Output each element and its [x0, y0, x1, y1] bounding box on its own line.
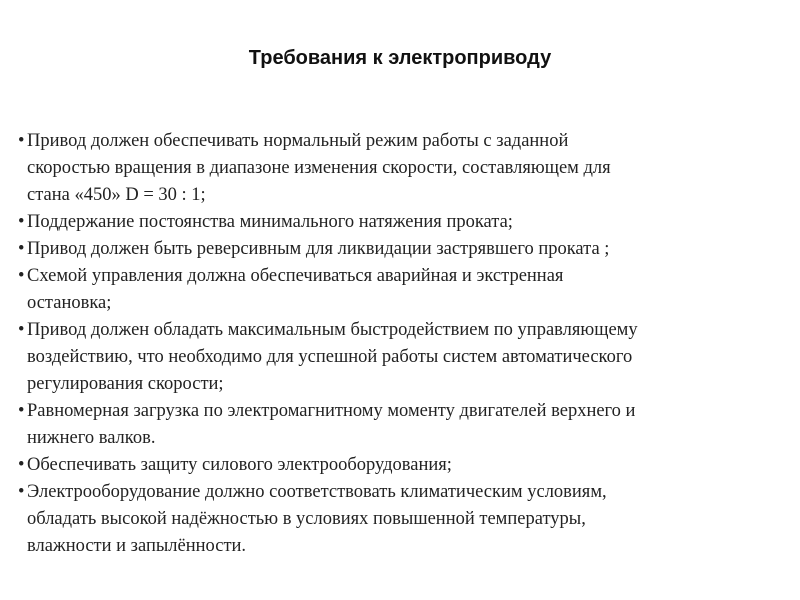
slide-title: Требования к электроприводу	[248, 47, 552, 69]
bullet-icon: •	[18, 239, 25, 259]
list-item-text: Электрооборудование должно соответствовать климатическим условиям,	[27, 482, 607, 502]
requirements-list	[18, 128, 788, 560]
list-item-text: остановка;	[27, 293, 112, 313]
bullet-icon: •	[18, 131, 25, 151]
bullet-icon: •	[18, 212, 25, 232]
list-item	[18, 209, 788, 236]
list-item	[18, 236, 788, 263]
list-item-text: влажности и запылённости.	[27, 536, 247, 556]
list-item	[18, 128, 788, 209]
list-item-text: регулирования скорости;	[27, 374, 224, 394]
bullet-icon: •	[18, 482, 25, 502]
list-item-text: Схемой управления должна обеспечиваться аварийная и экстренная	[27, 266, 564, 286]
bullet-icon: •	[18, 401, 25, 421]
list-item	[18, 317, 788, 398]
list-item-text: обладать высокой надёжностью в условиях повышенной температуры,	[27, 509, 586, 529]
bullet-icon: •	[18, 455, 25, 475]
list-item	[18, 263, 788, 317]
list-item-text: Привод должен обладать максимальным быстродействием по управляющему	[27, 320, 638, 340]
bullet-icon: •	[18, 320, 25, 340]
list-item-text: Привод должен быть реверсивным для ликвидации застрявшего проката ;	[27, 239, 610, 259]
list-item	[18, 398, 788, 452]
list-item-text: Обеспечивать защиту силового электрооборудования;	[27, 455, 452, 475]
list-item-text: Поддержание постоянства минимального натяжения проката;	[27, 212, 513, 232]
list-item-text: скоростью вращения в диапазоне изменения скорости, составляющем для	[27, 158, 611, 178]
list-item-text: Привод должен обеспечивать нормальный режим работы с заданной	[27, 131, 569, 151]
list-item-text: воздействию, что необходимо для успешной работы систем автоматического	[27, 347, 633, 367]
list-item	[18, 479, 788, 560]
list-item-text: Равномерная загрузка по электромагнитному моменту двигателей верхнего и	[27, 401, 636, 421]
list-item-text: нижнего валков.	[27, 428, 156, 448]
bullet-icon: •	[18, 266, 25, 286]
list-item	[18, 452, 788, 479]
list-item-text: стана «450» D = 30 : 1;	[27, 185, 206, 205]
